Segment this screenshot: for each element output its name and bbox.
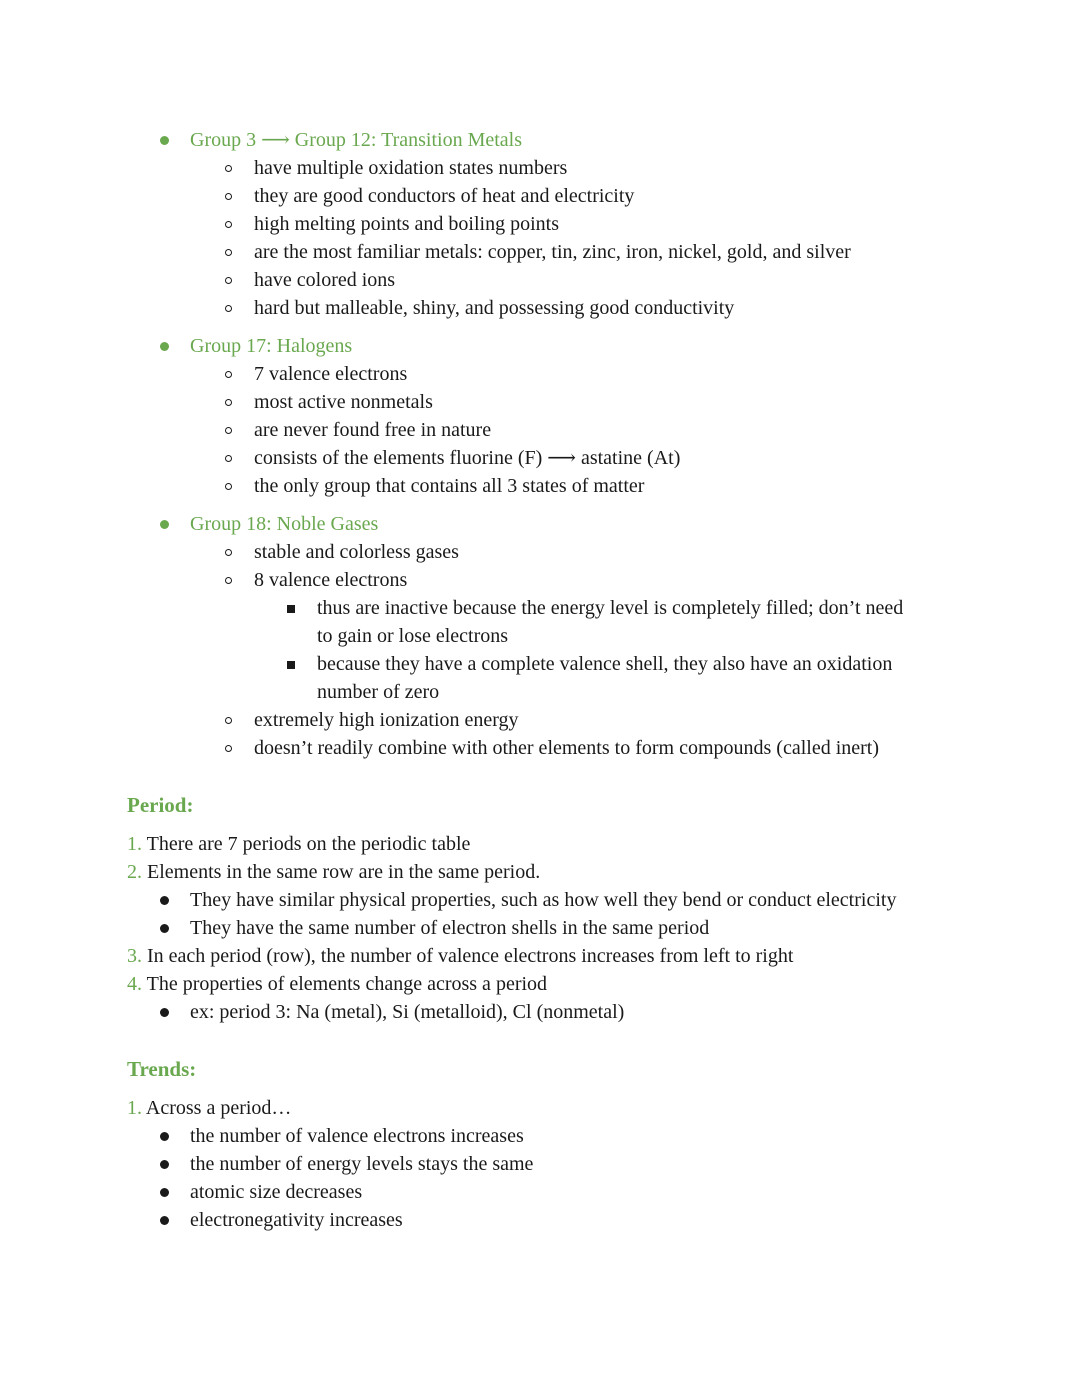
sub-list-item: thus are inactive because the energy level is completely filled; don’t need [317,597,904,619]
item-text: Across a period… [145,1097,292,1119]
numbered-item [127,1094,291,1122]
bullet-dot [160,924,169,933]
list-item: most active nonmetals [254,391,433,413]
list-item: have colored ions [254,269,396,291]
sub-list-item-continued: number of zero [317,681,440,703]
list-item: the number of valence electrons increases [190,1125,524,1147]
bullet-dot [160,1160,169,1169]
bullet-dot [160,1132,169,1141]
bullet-ring [225,165,232,172]
list-item: the only group that contains all 3 states of matter [254,475,645,497]
bullet-ring [225,371,232,378]
list-item: have multiple oxidation states numbers [254,157,568,179]
bullet-ring [225,427,232,434]
bullet-ring [225,221,232,228]
list-item: they are good conductors of heat and electricity [254,185,635,207]
list-item: electronegativity increases [190,1209,403,1231]
section-heading-period: Period: [127,793,194,817]
group-heading-halogens: Group 17: Halogens [190,335,353,357]
bullet-dot [160,1216,169,1225]
bullet-square [287,605,295,613]
bullet-ring [225,249,232,256]
group-heading-transition-metals: Group 3 ⟶ Group 12: Transition Metals [190,129,523,151]
bullet-ring [225,549,232,556]
list-item: extremely high ionization energy [254,709,519,731]
item-text: The properties of elements change across a period [146,973,548,995]
list-item: They have similar physical properties, such as how well they bend or conduct electricity [190,889,897,911]
list-item: 8 valence electrons [254,569,408,591]
sub-list-item: because they have a complete valence shell, they also have an oxidation [317,653,893,675]
list-item: They have the same number of electron shells in the same period [190,917,710,939]
bullet-ring [225,577,232,584]
bullet-square [287,661,295,669]
numbered-item [127,858,540,886]
numbered-item [127,970,547,998]
list-item: stable and colorless gases [254,541,459,563]
bullet-dot [160,342,169,351]
bullet-dot [160,1008,169,1017]
section-heading-trends: Trends: [127,1057,197,1081]
bullet-ring [225,483,232,490]
numbered-item [127,830,470,858]
list-item: are never found free in nature [254,419,492,441]
item-text: Elements in the same row are in the same period. [147,861,541,883]
sub-list-item-continued: to gain or lose electrons [317,625,509,647]
bullet-dot [160,896,169,905]
bullet-ring [225,717,232,724]
bullet-dot [160,136,169,145]
list-item: atomic size decreases [190,1181,363,1203]
item-number: 2. [127,861,142,883]
item-number: 3. [127,945,142,967]
list-item: high melting points and boiling points [254,213,559,235]
list-item: consists of the elements fluorine (F) ⟶ astatine (At) [254,447,681,469]
bullet-ring [225,455,232,462]
bullet-ring [225,277,232,284]
list-item: the number of energy levels stays the same [190,1153,534,1175]
list-item: doesn’t readily combine with other elements to form compounds (called inert) [254,737,880,759]
bullet-ring [225,399,232,406]
item-number: 4. [127,973,142,995]
bullet-dot [160,520,169,529]
item-number: 1. [127,833,142,855]
bullet-ring [225,745,232,752]
bullet-ring [225,305,232,312]
group-heading-noble-gases: Group 18: Noble Gases [190,513,379,535]
item-text: In each period (row), the number of valence electrons increases from left to right [147,945,794,967]
item-text: There are 7 periods on the periodic table [146,833,471,855]
list-item: 7 valence electrons [254,363,408,385]
numbered-item [127,942,793,970]
bullet-ring [225,193,232,200]
list-item: hard but malleable, shiny, and possessing good conductivity [254,297,735,319]
bullet-dot [160,1188,169,1197]
list-item: are the most familiar metals: copper, tin, zinc, iron, nickel, gold, and silver [254,241,851,263]
list-item: ex: period 3: Na (metal), Si (metalloid), Cl (nonmetal) [190,1001,625,1023]
item-number: 1. [127,1097,142,1119]
